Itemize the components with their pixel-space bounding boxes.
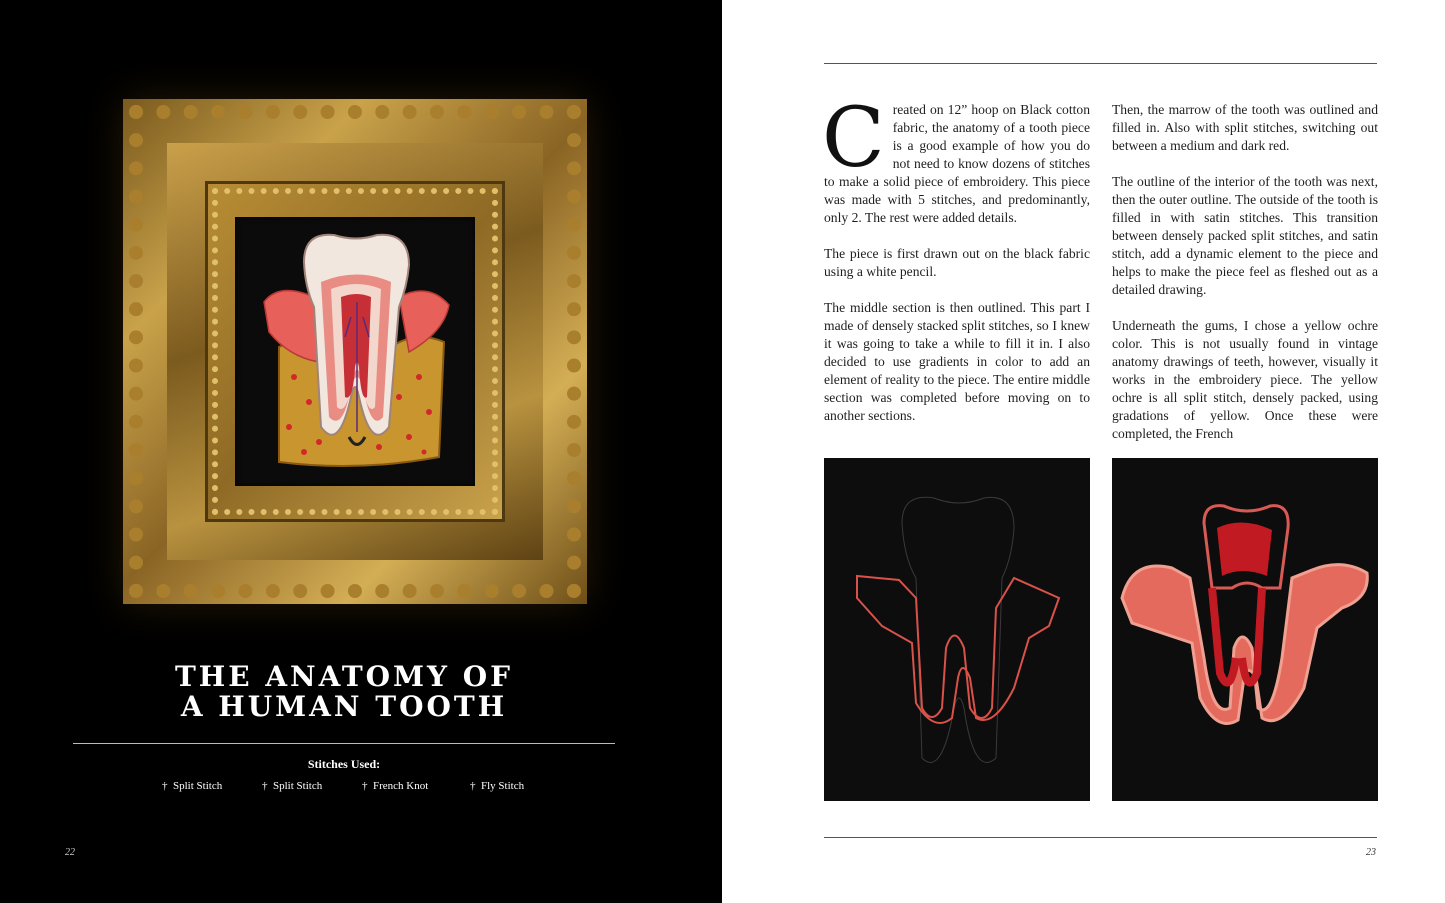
tooth-embroidery-illustration: [259, 227, 453, 477]
black-fabric-mat: [235, 217, 475, 486]
title-divider: [73, 743, 615, 744]
drop-cap: C: [822, 91, 885, 186]
framed-embroidery-photo: [123, 99, 587, 604]
left-page: [0, 0, 722, 903]
stitch-item: † Fly Stitch: [470, 780, 525, 792]
paragraph: Then, the marrow of the tooth was outlined and filled in. Also with split stitches, switching out between a medium and dark red.: [1112, 102, 1378, 153]
dagger-icon: †: [470, 780, 476, 792]
paragraph: The piece is first drawn out on the black fabric using a white pencil.: [824, 246, 1090, 279]
bottom-rule: [824, 837, 1377, 838]
outline-stage-photo: [824, 458, 1090, 801]
dagger-icon: †: [262, 780, 268, 792]
paragraph: The outline of the interior of the tooth was next, then the outer outline. The outside of the tooth is filled in with satin stitches. This transition between densely packed split stitches, and satin stitch, add a dynamic element to the piece and helps to make the piece feel as fleshed out as a detailed drawing.: [1112, 174, 1378, 297]
stitch-item: † Split Stitch: [162, 780, 223, 792]
text-column-1: [822, 91, 1090, 443]
page-number-right: 23: [1366, 847, 1376, 858]
page-number-left: 22: [65, 847, 75, 858]
dagger-icon: †: [162, 780, 168, 792]
paragraph: Underneath the gums, I chose a yellow ochre color. This is not usually found in vintage anatomy drawings of teeth, however, visually it works in the embroidery piece. The yellow ochre is all split stitch, densely packed, using gradations of yellow. Once these were completed, the French: [1112, 318, 1378, 441]
top-rule: [824, 63, 1377, 64]
article-title-line-1: THE ANATOMY OF: [174, 660, 514, 693]
tooth-outline-illustration: [824, 458, 1090, 801]
filled-stage-photo: [1112, 458, 1378, 801]
stitch-item: † Split Stitch: [262, 780, 323, 792]
stitch-item: † French Knot: [362, 780, 429, 792]
stitches-heading: Stitches Used:: [307, 757, 381, 771]
dagger-icon: †: [362, 780, 368, 792]
article-title-line-2: A HUMAN TOOTH: [180, 690, 508, 723]
paragraph: The middle section is then outlined. This part I made of densely stacked split stitches, so I knew it was going to take a while to fill it in. I also decided to use gradients in color to add an element of reality to the piece. The entire middle section was completed before moving on to another sections.: [824, 300, 1090, 423]
paragraph: Created on 12” hoop on Black cotton fabric, the anatomy of a tooth piece is a good example of how you do not need to know dozens of stitches to make a solid piece of embroidery. This piece was made with 5 stitches, and predominantly, only 2. The rest were added details.: [822, 91, 1090, 225]
text-column-2: [1112, 101, 1378, 461]
tooth-filled-illustration: [1112, 458, 1378, 801]
